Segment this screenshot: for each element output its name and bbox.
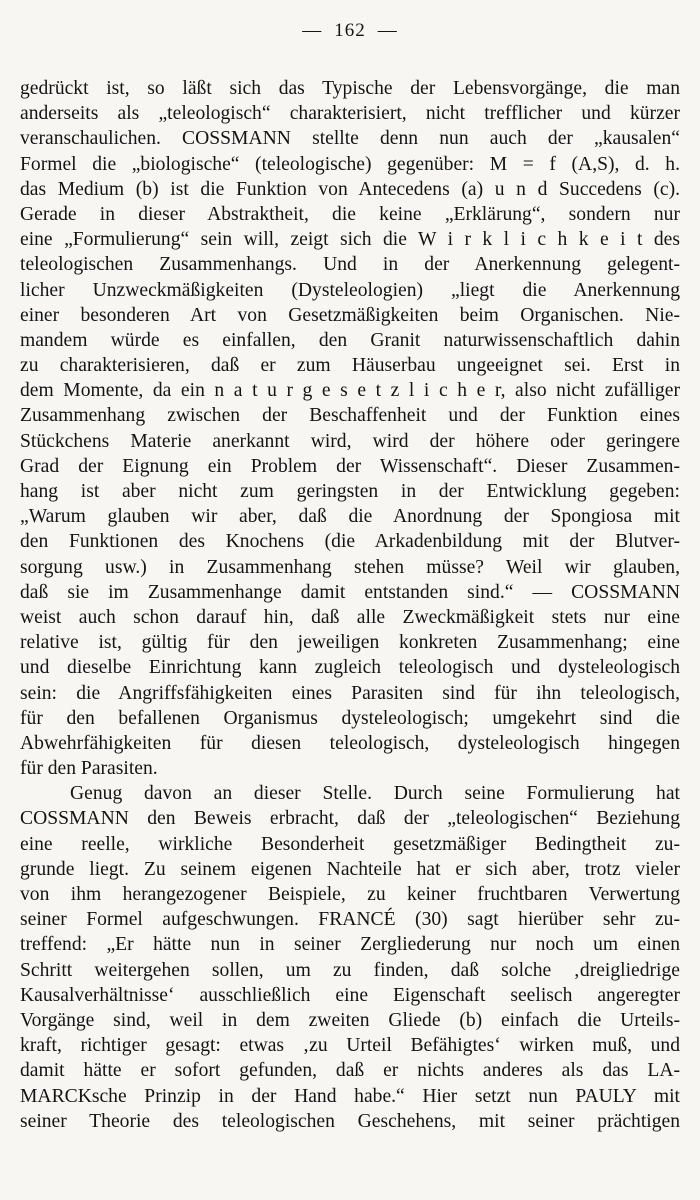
text-line: COSSMANN den Beweis erbracht, daß der „teleologischen“ Beziehung <box>20 808 680 830</box>
text-line: dem Momente, da ein n a t u r g e s e t z l i c h e r, also nicht zufälliger <box>20 380 680 402</box>
text-line: eine reelle, wirkliche Besonderheit gesetzmäßiger Bedingtheit zu- <box>20 833 680 855</box>
text-line: sorgung usw.) in Zusammenhang stehen müsse? Weil wir glauben, <box>20 556 680 578</box>
text-line: mandem würde es einfallen, den Granit naturwissenschaftlich dahin <box>20 329 680 351</box>
text-line: Formel die „biologische“ (teleologische) gegenüber: M = f (A,S), d. h. <box>20 153 680 175</box>
text-line: kraft, richtiger gesagt: etwas ‚zu Urteil Befähigtes‘ wirken muß, und <box>20 1035 680 1057</box>
text-line: Schritt weitergehen sollen, um zu finden, daß solche ‚dreigliedrige <box>20 959 680 981</box>
text-line: damit hätte er sofort gefunden, daß er nichts anderes als das LA- <box>20 1060 680 1082</box>
text-line: und dieselbe Einrichtung kann zugleich teleologisch und dysteleologisch <box>20 657 680 679</box>
text-line: für den befallenen Organismus dysteleologisch; umgekehrt sind die <box>20 707 680 729</box>
page-number-dash-left: — <box>302 20 323 41</box>
text-line: das Medium (b) ist die Funktion von Antecedens (a) u n d Succedens (c). <box>20 178 680 200</box>
text-line: anderseits als „teleologisch“ charakterisiert, nicht trefflicher und kürzer <box>20 103 680 125</box>
text-line: relative ist, gültig für den jeweiligen konkreten Zusammenhang; eine <box>20 632 680 654</box>
text-line: Kausalverhältnisse‘ ausschließlich eine Eigenschaft seelisch angeregter <box>20 984 680 1006</box>
text-line: eine „Formulierung“ sein will, zeigt sich die W i r k l i c h k e i t des <box>20 229 680 251</box>
text-line: weist auch schon darauf hin, daß alle Zweckmäßigkeit stets nur eine <box>20 606 680 628</box>
text-line: veranschaulichen. COSSMANN stellte denn nun auch der „kausalen“ <box>20 128 680 150</box>
page-number-dash-right: — <box>377 20 398 41</box>
text-line: „Warum glauben wir aber, daß die Anordnung der Spongiosa mit <box>20 506 680 528</box>
text-line: daß sie im Zusammenhange damit entstanden sind.“ — COSSMANN <box>20 581 680 603</box>
text-line: Grad der Eignung ein Problem der Wissenschaft“. Dieser Zusammen- <box>20 455 680 477</box>
page-number-value: 162 <box>334 20 366 41</box>
text-line: Stückchens Materie anerkannt wird, wird der höhere oder geringere <box>20 430 680 452</box>
text-line: seiner Theorie des teleologischen Geschehens, mit seiner prächtigen <box>20 1110 680 1132</box>
text-line: licher Unzweckmäßigkeiten (Dysteleologien) „liegt die Anerkennung <box>20 279 680 301</box>
page-number <box>20 20 680 46</box>
text-line: MARCKsche Prinzip in der Hand habe.“ Hier setzt nun PAULY mit <box>20 1085 680 1107</box>
text-line: gedrückt ist, so läßt sich das Typische der Lebensvorgänge, die man <box>20 78 680 99</box>
text-line: von ihm herangezogener Beispiele, zu keiner fruchtbaren Verwertung <box>20 884 680 905</box>
text-line: seiner Formel aufgeschwungen. FRANCÉ (30) sagt hierüber sehr zu- <box>20 909 680 931</box>
text-line: treffend: „Er hätte nun in seiner Zergliederung nur noch um einen <box>20 934 680 956</box>
body-text <box>20 76 680 1134</box>
text-line: sein: die Angriffsfähigkeiten eines Parasiten sind für ihn teleologisch, <box>20 682 680 704</box>
text-line: Gerade in dieser Abstraktheit, die keine „Erklärung“, sondern nur <box>20 203 680 225</box>
text-line: Abwehrfähigkeiten für diesen teleologisch, dysteleologisch hingegen <box>20 732 680 754</box>
text-line: zu charakterisieren, daß er zum Häuserbau ungeeignet sei. Erst in <box>20 355 680 377</box>
text-line: Zusammenhang zwischen der Beschaffenheit und der Funktion eines <box>20 405 680 427</box>
text-line: den Funktionen des Knochens (die Arkadenbildung mit der Blutver- <box>20 531 680 553</box>
text-line: hang ist aber nicht zum geringsten in der Entwicklung gegeben: <box>20 481 680 502</box>
text-line: teleologischen Zusammenhangs. Und in der Anerkennung gelegent- <box>20 254 680 276</box>
text-line: für den Parasiten. <box>20 758 158 780</box>
text-line: Vorgänge sind, weil in dem zweiten Gliede (b) einfach die Urteils- <box>20 1009 680 1031</box>
text-line: grunde liegt. Zu seinem eigenen Nachteile hat er sich aber, trotz vieler <box>20 858 680 880</box>
text-line: einer besonderen Art von Gesetzmäßigkeiten beim Organischen. Nie- <box>20 304 680 326</box>
text-line: Genug davon an dieser Stelle. Durch seine Formulierung hat <box>70 783 680 805</box>
